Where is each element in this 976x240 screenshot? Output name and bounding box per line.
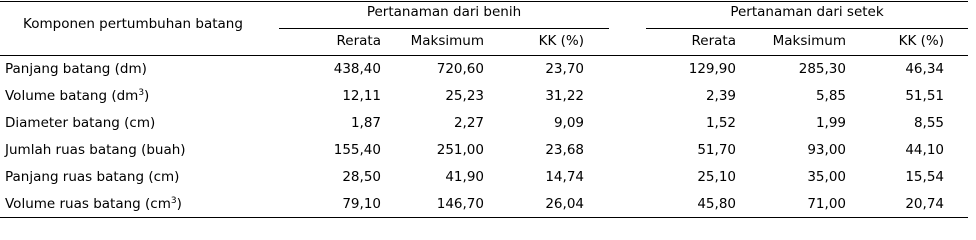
table-cell: 12,11: [342, 88, 381, 104]
table-cell: 8,55: [913, 115, 944, 131]
table-cell: 25,23: [445, 88, 484, 104]
table-cell: 28,50: [342, 169, 381, 185]
table-bottom-rule: [0, 217, 968, 218]
table-cell: 155,40: [333, 142, 381, 158]
table-cell: 31,22: [545, 88, 584, 104]
table-cell: 285,30: [798, 61, 846, 77]
table-cell: 45,80: [697, 196, 736, 212]
table-cell: 41,90: [445, 169, 484, 185]
table-cell: 25,10: [697, 169, 736, 185]
group-header-cutting: Pertanaman dari setek: [730, 4, 884, 20]
column-header: KK (%): [538, 33, 584, 49]
table-cell: 1,99: [815, 115, 846, 131]
column-header: Rerata: [691, 33, 736, 49]
table-cell: 251,00: [436, 142, 484, 158]
group-seed-rule: [279, 28, 609, 29]
row-label: Diameter batang (cm): [5, 115, 156, 131]
table-cell: 79,10: [342, 196, 381, 212]
table-cell: 2,27: [453, 115, 484, 131]
table-cell: 1,87: [350, 115, 381, 131]
table-cell: 129,90: [688, 61, 736, 77]
table-cell: 9,09: [553, 115, 584, 131]
column-header: Maksimum: [772, 33, 846, 49]
row-label: Jumlah ruas batang (buah): [5, 142, 186, 158]
table-cell: 1,52: [705, 115, 736, 131]
table-cell: 5,85: [815, 88, 846, 104]
table-cell: 23,68: [545, 142, 584, 158]
group-header-seed: Pertanaman dari benih: [366, 4, 522, 20]
row-label: Panjang ruas batang (cm): [5, 169, 180, 185]
table-cell: 23,70: [545, 61, 584, 77]
column-header: Rerata: [336, 33, 381, 49]
table-cell: 51,51: [905, 88, 944, 104]
table-cell: 46,34: [905, 61, 944, 77]
row-label: Volume batang $(dm^3)$: [5, 88, 150, 104]
table-cell: 71,00: [807, 196, 846, 212]
group-cutting-rule: [646, 28, 968, 29]
table-cell: 44,10: [905, 142, 944, 158]
table-cell: 2,39: [705, 88, 736, 104]
table-cell: 93,00: [807, 142, 846, 158]
column-header: KK (%): [898, 33, 944, 49]
table-cell: 14,74: [545, 169, 584, 185]
row-label: Panjang batang (dm): [5, 61, 147, 77]
stub-header: Komponen pertumbuhan batang: [23, 16, 243, 32]
table-cell: 51,70: [697, 142, 736, 158]
table-cell: 146,70: [436, 196, 484, 212]
header-bottom-rule: [0, 55, 968, 56]
row-label: Volume ruas batang $(cm^3)$: [5, 196, 182, 212]
table-cell: 20,74: [905, 196, 944, 212]
table-cell: 35,00: [807, 169, 846, 185]
table-top-rule: [0, 1, 968, 2]
table-cell: 720,60: [436, 61, 484, 77]
column-header: Maksimum: [410, 33, 484, 49]
table-cell: 26,04: [545, 196, 584, 212]
table-cell: 15,54: [905, 169, 944, 185]
table-cell: 438,40: [333, 61, 381, 77]
